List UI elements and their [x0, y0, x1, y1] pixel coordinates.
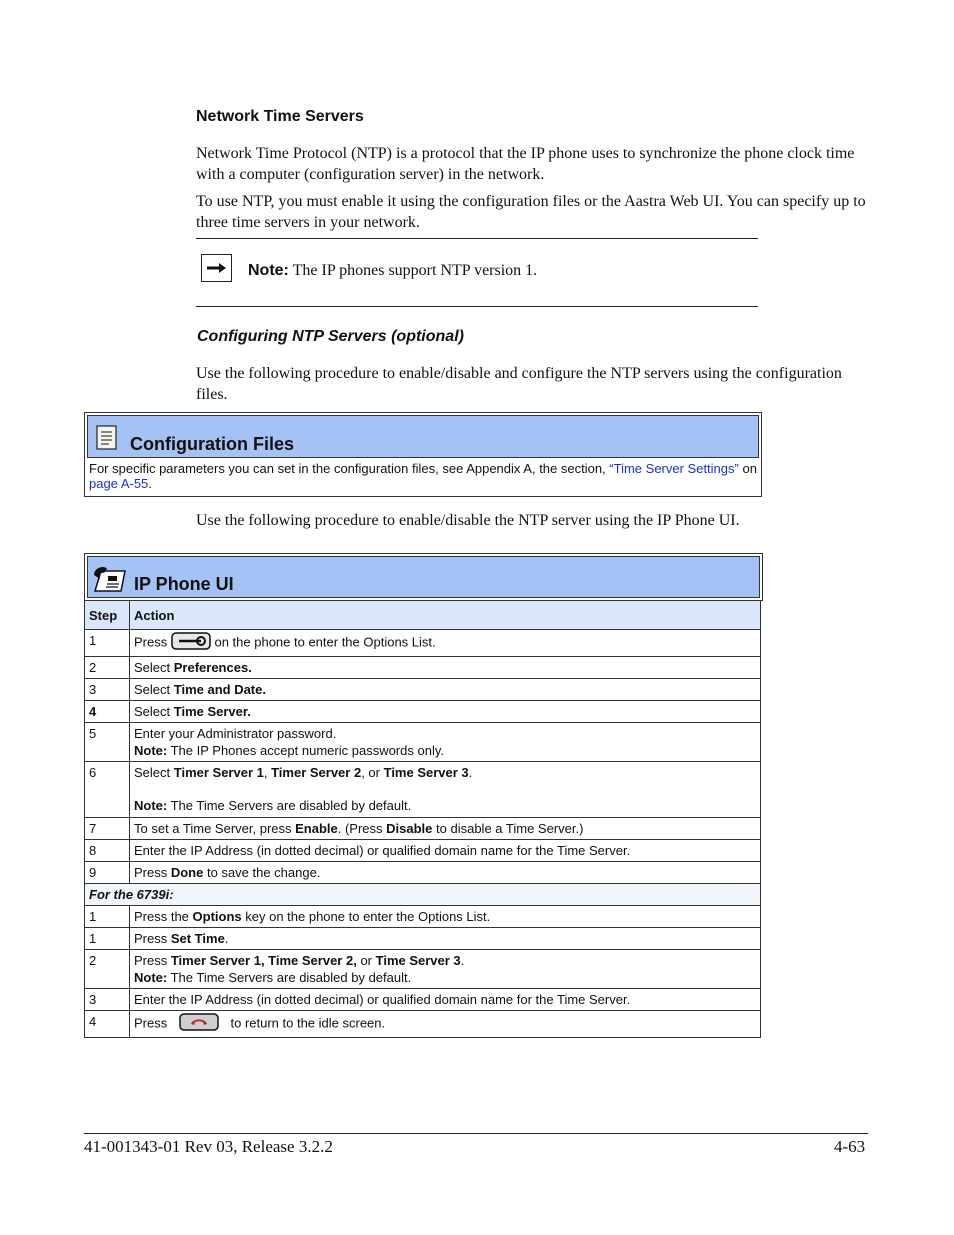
step-number: 6: [85, 762, 130, 818]
config-files-text: For specific parameters you can set in the configuration files, see Appendix A, the section,: [89, 461, 610, 476]
step-action: Enter the IP Address (in dotted decimal) or qualified domain name for the Time Server.: [130, 989, 761, 1011]
action-text: key on the phone to enter the Options List.: [241, 909, 491, 924]
step-action: [130, 1011, 761, 1038]
step-action: [130, 906, 761, 928]
table-header-row: [85, 601, 761, 630]
config-files-box: [84, 412, 762, 497]
steps-table: [84, 600, 761, 1038]
action-bold: Options: [192, 909, 242, 924]
config-files-text-mid: on: [738, 461, 757, 476]
options-key-icon: [171, 632, 211, 654]
section-title: Network Time Servers: [196, 108, 364, 125]
paragraph-ntp-intro: Network Time Protocol (NTP) is a protocol that the IP phone uses to synchronize the phone clock time with a computer (configuration server) in the network.: [196, 145, 855, 183]
action-note: [134, 969, 756, 986]
action-text: Select: [134, 765, 174, 780]
table-row: [85, 657, 761, 679]
step-number: 2: [85, 657, 130, 679]
action-line: [134, 764, 756, 781]
action-line: [134, 952, 756, 969]
config-files-title: Configuration Files: [130, 434, 294, 454]
ip-phone-ui-header: [87, 556, 760, 598]
step-number: 7: [85, 818, 130, 840]
step-number: 8: [85, 840, 130, 862]
config-files-text-end: .: [148, 476, 152, 491]
step-action: [130, 950, 761, 989]
note-arrow-icon: [201, 254, 232, 282]
step-number: 1: [85, 928, 130, 950]
table-row: [85, 862, 761, 884]
action-text: Press: [134, 634, 168, 650]
step-action: [130, 762, 761, 818]
action-bold: Time Server 3: [375, 953, 461, 968]
action-text: Press: [134, 931, 171, 946]
step-action: [130, 630, 761, 657]
paragraph-procedure-config: Use the following procedure to enable/disable and configure the NTP servers using the configuration files.: [196, 365, 842, 403]
step-number: 3: [85, 989, 130, 1011]
action-text: , or: [361, 765, 384, 780]
paragraph-procedure-ui: Use the following procedure to enable/disable the NTP server using the IP Phone UI.: [196, 512, 740, 529]
action-text: .: [224, 931, 229, 946]
action-text: to disable a Time Server.): [432, 821, 584, 836]
action-text: ,: [263, 765, 272, 780]
note-label: Note:: [134, 970, 168, 985]
action-text: Press the: [134, 909, 193, 924]
table-subheading-row: [85, 884, 761, 906]
action-text: to return to the idle screen.: [230, 1015, 386, 1031]
action-text: or: [356, 953, 376, 968]
step-number: 4: [85, 701, 130, 723]
action-text: Press: [134, 1015, 168, 1031]
table-row: [85, 928, 761, 950]
note-label: Note:: [248, 262, 289, 279]
action-bold: Timer Server 1, Time Server 2,: [170, 953, 357, 968]
action-bold: Enable: [295, 821, 338, 836]
action-bold: Time Server 3: [383, 765, 469, 780]
note-label: Note:: [134, 743, 168, 758]
document-icon: [95, 425, 119, 456]
action-bold: Preferences.: [173, 660, 252, 675]
table-row: [85, 989, 761, 1011]
step-number: 1: [85, 906, 130, 928]
step-number: 4: [85, 1011, 130, 1038]
subsection-title: Configuring NTP Servers (optional): [197, 328, 464, 345]
note-text: The Time Servers are disabled by default.: [167, 798, 412, 813]
note-label: Note:: [134, 798, 168, 813]
step-number: 9: [85, 862, 130, 884]
step-number: 1: [85, 630, 130, 657]
action-text: Select: [134, 704, 174, 719]
step-action: [130, 657, 761, 679]
ip-phone-ui-title: IP Phone UI: [134, 574, 234, 594]
step-action: [130, 928, 761, 950]
note-top-rule: [196, 238, 758, 239]
action-text: .: [460, 953, 465, 968]
note: [248, 262, 537, 280]
footer-doc-id: 41-001343-01 Rev 03, Release 3.2.2: [84, 1137, 333, 1156]
page-a-55-link[interactable]: page A-55: [89, 476, 149, 491]
step-action: [130, 679, 761, 701]
action-bold: Time and Date.: [173, 682, 266, 697]
step-action: [130, 862, 761, 884]
note-bottom-rule: [196, 306, 758, 307]
table-row: [85, 906, 761, 928]
step-action: [130, 701, 761, 723]
step-number: 3: [85, 679, 130, 701]
col-step-header: Step: [85, 601, 130, 630]
col-action-header: Action: [130, 601, 761, 630]
table-row: [85, 818, 761, 840]
note-text: The IP Phones accept numeric passwords only.: [167, 743, 444, 758]
subheading-6739i: For the 6739i:: [85, 884, 761, 906]
table-row: [85, 762, 761, 818]
action-note: [134, 797, 756, 814]
table-row: [85, 679, 761, 701]
action-text: to save the change.: [203, 865, 321, 880]
step-number: 2: [85, 950, 130, 989]
goodbye-key-icon: [179, 1013, 219, 1035]
action-bold: Set Time: [170, 931, 225, 946]
action-bold: Timer Server 1: [173, 765, 264, 780]
paragraph-ntp-usage: To use NTP, you must enable it using the configuration files or the Aastra Web UI. You can specify up to three time servers in your network.: [196, 193, 866, 231]
action-text: .: [468, 765, 473, 780]
phone-icon: [91, 565, 127, 598]
action-text: Select: [134, 682, 174, 697]
action-text: To set a Time Server, press: [134, 821, 296, 836]
table-row: [85, 1011, 761, 1038]
table-row: [85, 840, 761, 862]
action-bold: Time Server.: [173, 704, 251, 719]
action-text: Press: [134, 865, 171, 880]
step-action: [130, 818, 761, 840]
action-note: [134, 742, 756, 759]
action-text: Enter your Administrator password.: [134, 726, 337, 741]
config-files-header: [87, 415, 759, 458]
time-server-settings-link[interactable]: “Time Server Settings”: [609, 461, 739, 476]
ip-phone-ui-box: [84, 553, 763, 601]
note-text: The IP phones support NTP version 1.: [292, 262, 538, 279]
table-row: [85, 701, 761, 723]
footer-rule: [84, 1133, 868, 1134]
note-text: The Time Servers are disabled by default.: [167, 970, 412, 985]
step-action: Enter the IP Address (in dotted decimal) or qualified domain name for the Time Server.: [130, 840, 761, 862]
action-text: Press: [134, 953, 171, 968]
step-number: 5: [85, 723, 130, 762]
action-bold: Done: [170, 865, 204, 880]
step-action: [130, 723, 761, 762]
action-text: on the phone to enter the Options List.: [214, 634, 436, 650]
action-bold: Timer Server 2: [271, 765, 362, 780]
action-text: Select: [134, 660, 174, 675]
table-row: [85, 630, 761, 657]
table-row: [85, 723, 761, 762]
config-files-body: [89, 461, 757, 491]
action-bold: Disable: [386, 821, 433, 836]
table-row: [85, 950, 761, 989]
action-text: . (Press: [337, 821, 387, 836]
footer-page-number: 4-63: [834, 1137, 866, 1156]
